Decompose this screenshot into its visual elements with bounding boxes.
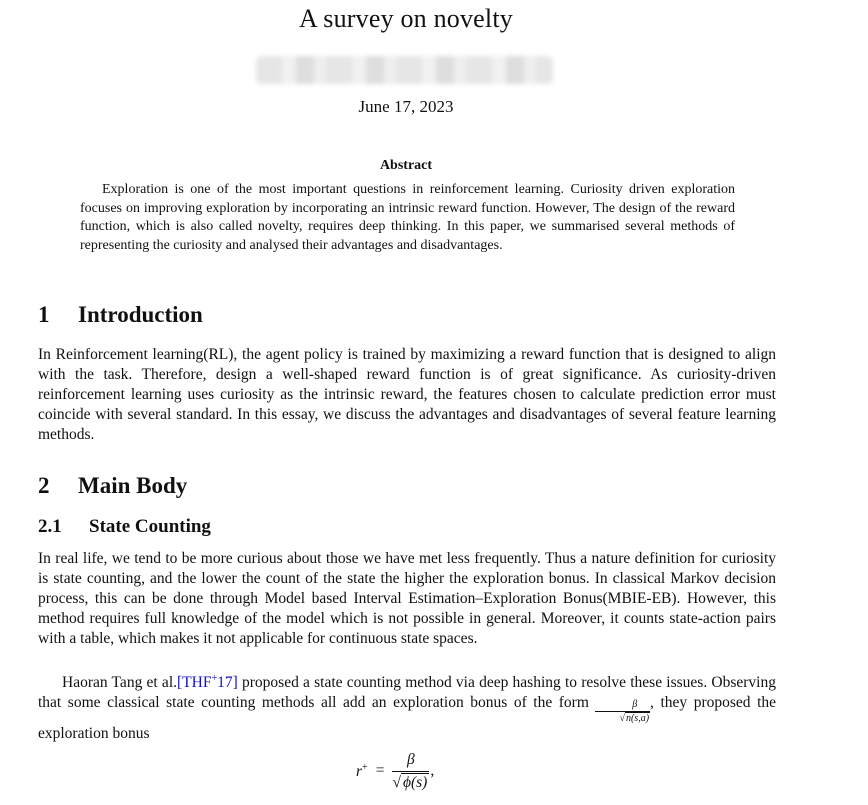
section-main-body-heading <box>38 473 187 499</box>
exploration-bonus-equation <box>356 752 434 790</box>
section-number: 1 <box>38 302 50 327</box>
state-counting-paragraph-2 <box>38 669 776 744</box>
paper-date: June 17, 2023 <box>358 97 454 116</box>
abstract-heading: Abstract <box>379 158 433 173</box>
equation-denominator <box>392 772 429 791</box>
equation-lhs <box>356 762 368 781</box>
citation-superscript: + <box>211 673 218 684</box>
equation-lhs-superscript: + <box>362 761 368 773</box>
abstract-body: Exploration is one of the most important questions in reinforcement learning. Curiosity driven exploration focuses on improving exploration by incorporating an intrinsic reward function. However, The design of the reward function, which is also called novelty, requires deep thinking. In this paper, we summarised several methods of representing the curiosity and analysed their advantages and disadvantages. <box>80 182 735 253</box>
sqrt-sign: √ <box>392 773 401 791</box>
equation-lhs-symbol: r <box>356 762 363 780</box>
equation-fraction <box>392 752 429 790</box>
subsection-number: 2.1 <box>38 516 62 537</box>
inline-sqrt-radicand: n(s,a) <box>625 713 650 724</box>
citation-open-bracket: [ <box>177 674 183 691</box>
section-title: Main Body <box>78 473 188 498</box>
equation-numerator: β <box>392 752 429 772</box>
citation-year: 17 <box>217 674 233 691</box>
subsection-title: State Counting <box>89 516 211 537</box>
sqrt-sign: √ <box>619 713 625 724</box>
equation-equals-sign: = <box>375 762 385 779</box>
citation-close-bracket: ] <box>232 674 238 691</box>
section-title: Introduction <box>78 302 203 327</box>
citation-link-thf17[interactable] <box>177 674 238 691</box>
paragraph-text: proposed a state counting method via deep hashing to resolve these issues. Observing that some classical state counting methods all add an exploration bonus of the form <box>38 674 776 711</box>
paragraph-text: , they proposed the exploration bonus <box>38 694 777 742</box>
inline-fraction-denominator <box>595 712 650 724</box>
paragraph-text: Haoran Tang et al. <box>62 674 177 691</box>
redacted-author-name <box>256 56 553 84</box>
inline-fraction <box>595 700 650 724</box>
subsection-state-counting-heading <box>38 516 211 538</box>
state-counting-paragraph-1: In real life, we tend to be more curious about those we have met less frequently. Thus a nature definition for curiosity is state counting, and the lower the count of the state the higher the exploration bonus. In classical Markov decision process, this can be done through Model based Interval Estimation–Exploration Bonus(MBIE-EB). However, this method requires full knowledge of the model which is not possible in general. Moreover, it counts state-action pairs with a table, which makes it not applicable for continuous state spaces. <box>38 550 776 647</box>
equation-sqrt-radicand: ϕ(s) <box>402 773 428 791</box>
paper-title: A survey on novelty <box>299 4 513 33</box>
equation-comma: , <box>430 762 435 779</box>
inline-fraction-numerator: β <box>595 700 650 712</box>
section-number: 2 <box>38 473 50 498</box>
citation-key: THF <box>182 674 212 691</box>
introduction-paragraph: In Reinforcement learning(RL), the agent policy is trained by maximizing a reward function that is designed to align with the task. Therefore, design a well-shaped reward function is of great significance. As curiosity-driven reinforcement learning uses curiosity as the intrinsic reward, the features chosen to calculate prediction error must coincide with several standard. In this essay, we discuss the advantages and disadvantages of several feature learning methods. <box>38 346 776 443</box>
section-introduction-heading <box>38 302 203 328</box>
